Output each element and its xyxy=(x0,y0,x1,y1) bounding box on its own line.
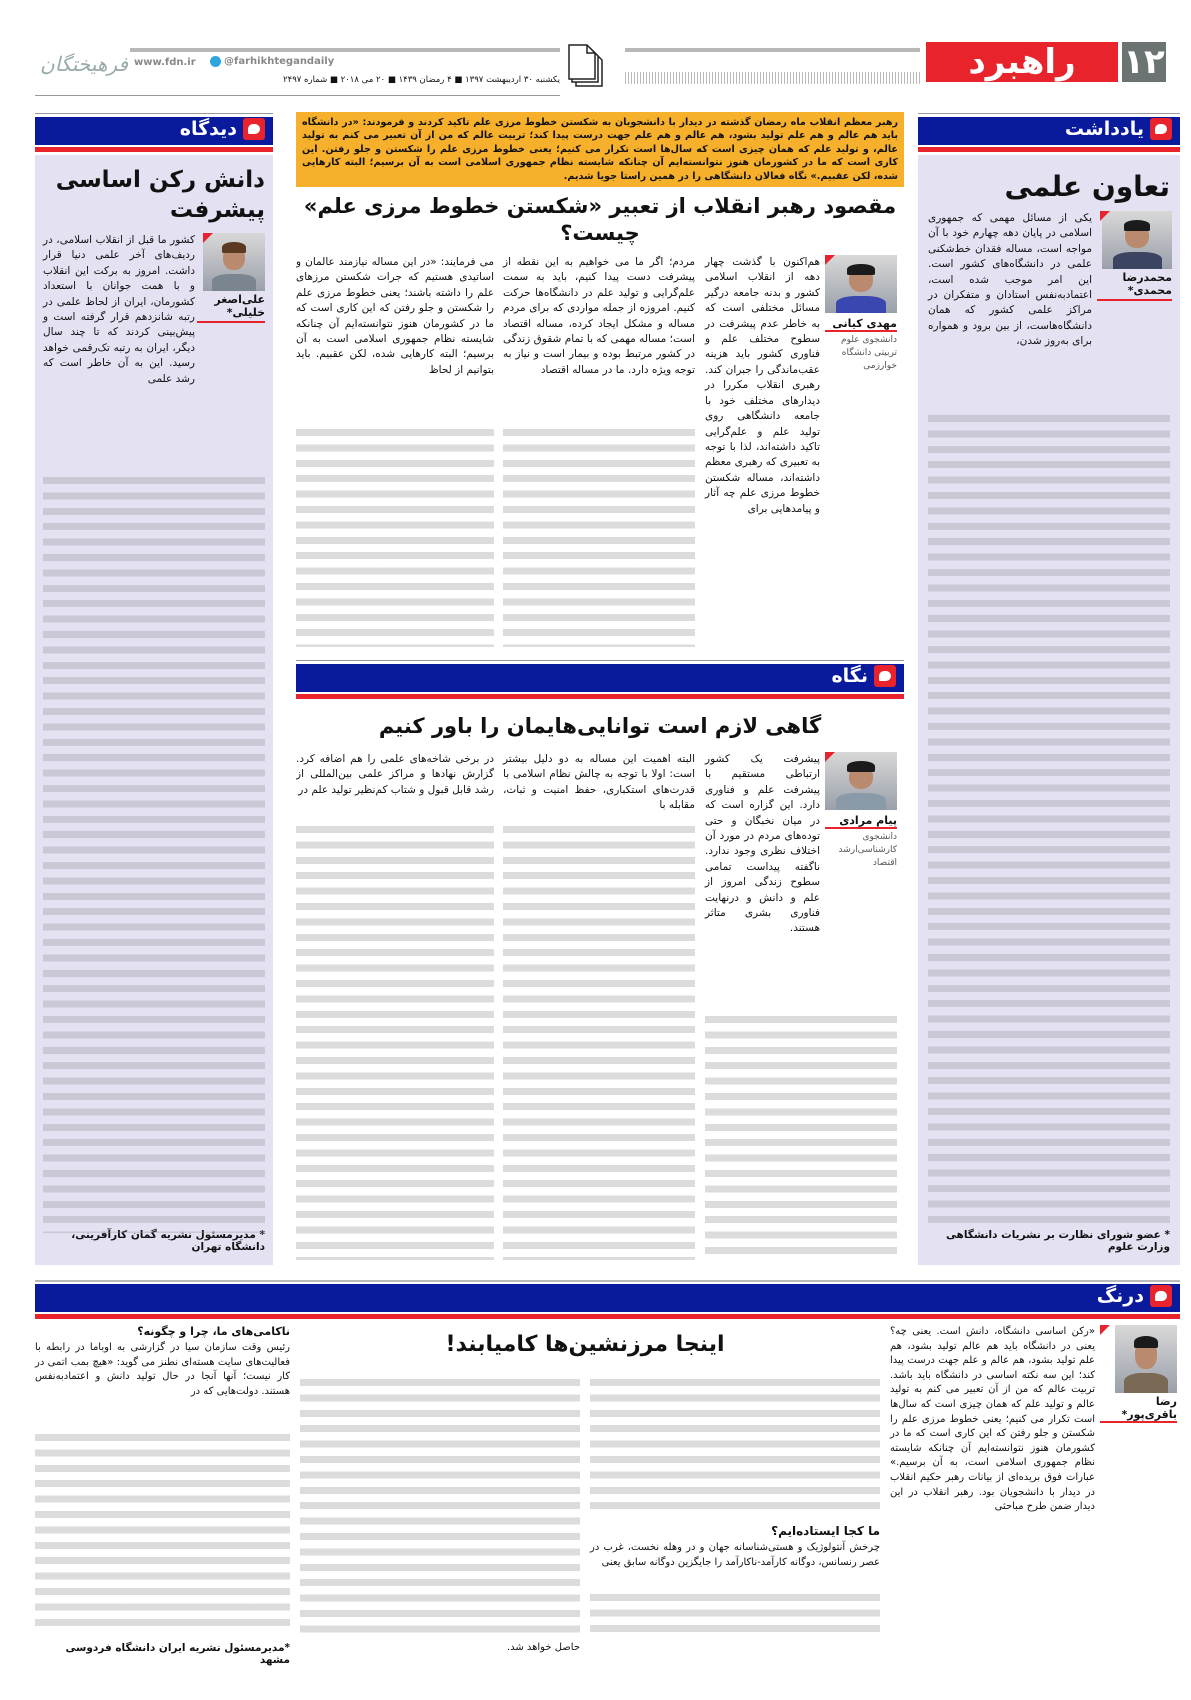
author-photo xyxy=(1115,1325,1177,1393)
chat-bubble-icon xyxy=(243,118,265,140)
date-line: یکشنبه ۳۰ اردیبهشت ۱۳۹۷ ■ ۴ رمضان ۱۴۳۹ ■ ۲۰ می ۲۰۱۸ ■ شماره ۲۴۹۷ xyxy=(283,75,560,85)
author-affiliation: دانشجوی کارشناسی‌ارشد اقتصاد xyxy=(838,832,897,868)
didgah-body: کشور ما قبل از انقلاب اسلامی، در ردیف‌های آخر علمی دنیا قرار داشت. امروز به برکت این انقلاب و با همت جوانان با استعداد کشورمان، ایران از لحاظ علمی در رتبه شانزدهم قرار گرفته است و پیش‌بینی کردند که تا چند سال دیگر، ایران به رتبه تک‌رقمی خواهد رسید. این به آن خاطر است که رشد علمی xyxy=(43,234,195,385)
newspaper-logo: فرهیختگان xyxy=(40,52,128,76)
article-column: البته اهمیت این مساله به دو دلیل بیشتر است: اولا با توجه به چالش نظام اسلامی با قدرت‌های استکباری، حفظ امنیت و ثبات، مقابله با xyxy=(503,753,695,812)
page-number: ۱۲ xyxy=(1123,42,1165,82)
main-headline: مقصود رهبر انقلاب از تعبیر «شکستن خطوط مرزی علم» چیست؟ xyxy=(303,194,897,246)
author-name: علی‌اصغر خلیلی* xyxy=(197,293,265,323)
darang-column: رئیس وقت سازمان سیا در گزارشی به اوباما در رابطه با فعالیت‌های سایت هسته‌ای نطنز می گوید: «هیچ بمب اتمی در کار نیست؛ آنها آنجا در حال تولید دانش و اعتمادبه‌نفس هستند. دولت‌هایی که در xyxy=(35,1342,290,1397)
author-photo xyxy=(825,255,897,313)
document-icon xyxy=(568,44,604,88)
author-name: مهدی کیانی xyxy=(825,317,897,332)
main-article xyxy=(296,112,904,647)
header-rule xyxy=(625,48,920,52)
chat-bubble-icon xyxy=(1150,118,1172,140)
darang-column: چرخش آنتولوژیک و هستی‌شناسانه جهان و در وهله نخست، غرب در عصر رنسانس، دوگانه کارآمد-ناکارآمد را جایگزین دوگانه سابق یعنی xyxy=(590,1542,880,1568)
author-name: رضا باقری‌پور* xyxy=(1100,1395,1177,1423)
author-affiliation: دانشجوی علوم تربیتی دانشگاه خوارزمی xyxy=(841,335,897,372)
author-name: پیام مرادی xyxy=(825,814,897,829)
darang-body: «رکن اساسی دانشگاه، دانش است. یعنی چه؟ یعنی در دانشگاه باید هم عالم تولید بشود، هم علم تولید بشود، هم عالم و علم جهت درست پیدا کند؛ این سه نکته اساسی در دانشگاه باید باشد. تربیت عالم که من از آن تعبیر می کنم به تولید عالم و تولید علم که همان چیزی است که سال‌ها است تکرار می کنیم؛ یعنی خطوط مرزی علم را شکستن و جلو رفتن که این کاری است که ما در کشورمان هنوز نتوانسته‌ایم آن چنانکه شایسته نظام جمهوری اسلامی است، به آن برسیم.» عبارات فوق بریده‌ای از بیانات رهبر حکیم انقلاب در دیدار با دانشجویان بود. رهبر انقلاب در این دیدار ضمن طرح مباحثی xyxy=(890,1326,1095,1513)
article-column: هم‌اکنون با گذشت چهار دهه از انقلاب اسلامی کشور و بدنه جامعه درگیر مسائل مختلفی است که به خاطر عدم پیشرفت در سطوح مختلف علم و فناوری کشور باید هزینه عقب‌ماندگی را جبران کند. رهبری انقلاب مکررا در دیدارهای مختلف خود با جامعه دانشگاهی روی تولید علم و علم‌گرایی تاکید داشته‌اند، لذا با توجه به تعبیری که رهبری معظم داشته‌اند، مساله شکستن خطوط مرزی علم چه آثار و پیامدهایی برای xyxy=(705,256,820,515)
subhead: ناکامی‌های ما، چرا و چگونه؟ xyxy=(137,1325,290,1338)
header-hatch xyxy=(625,72,920,84)
yaddasht-body: یکی از مسائل مهمی که جمهوری اسلامی در پایان دهه چهارم خود با آن مواجه است، مساله فقدان خط‌شکنی علمی در دانشگاه‌های کشور است. این امر موجب شده است، اعتمادبه‌نفس استادان و متفکران در مراکز علمی کشور که همان دانشگاه‌هاست، از بین برود و همواره برای به‌روز شدن، xyxy=(928,212,1092,348)
yaddasht-panel xyxy=(918,155,1180,1265)
yaddasht-title: تعاون علمی xyxy=(1004,170,1170,203)
didgah-panel xyxy=(35,155,273,1265)
darang-headline: اینجا مرزنشین‌ها کامیابند! xyxy=(445,1332,725,1357)
article-column: می فرمایند: «در این مساله نیازمند عالمان و اساتیدی هستیم که جرات شکستن مرزهای علم را داشته باشند؛ یعنی خطوط مرزی علم را شکستن و جلو رفتن که این کاری است که ما در کشورمان هنوز نتوانسته‌ایم آن چنانکه شایسته نظام جمهوری اسلامی است به آن برسیم؛ البته کارهایی شده، لکن عقبیم. باید بتوانیم از لحاظ xyxy=(296,256,494,376)
section-title: راهبرد xyxy=(926,42,1118,82)
telegram-icon xyxy=(210,56,221,67)
header-rule-left xyxy=(130,48,560,52)
darang-footnote: *مدیرمسئول نشریه ایران دانشگاه فردوسی مشهد xyxy=(65,1642,290,1666)
telegram-handle[interactable]: @farhikhtegandaily xyxy=(210,56,334,67)
yaddasht-section-bar: یادداشت xyxy=(918,117,1180,145)
negah-article xyxy=(296,664,904,1260)
article-column: مردم؛ اگر ما می خواهیم به این نقطه از پیشرفت دست پیدا کنیم، باید به سمت علم‌گرایی و تولید علم در دانشگاه‌ها حرکت کنیم. امروزه از جمله مواردی که برای مردم مساله و مشکل ایجاد کرده، مساله اقتصاد است؛ مساله مهمی که با تمام شقوق زندگی در کشور مرتبط بوده و بیمار است و نیاز به توجه ویژه دارد. ما در مساله اقتصاد xyxy=(503,256,695,376)
darang-section-bar: درنگ xyxy=(35,1284,1180,1312)
author-photo xyxy=(1102,211,1172,269)
negah-headline: گاهی لازم است توانایی‌هایمان را باور کنیم xyxy=(378,714,822,738)
darang-end: حاصل خواهد شد. xyxy=(506,1642,580,1653)
article-column: در برخی شاخه‌های علمی را هم اضافه کرد. گزارش نهادها و مراکز علمی بین‌المللی از رشد قابل قبول و شتاب کم‌نظیر تولید علم در xyxy=(296,753,494,796)
yaddasht-footnote: * عضو شورای نظارت بر نشریات دانشگاهی وزارت علوم xyxy=(945,1229,1170,1253)
lead-box: رهبر معظم انقلاب ماه رمضان گذشته در دیدار با دانشجویان به شکستن خطوط مرزی علم تاکید کردند و فرمودند: «در دانشگاه باید هم عالم و هم علم تولید بشود، هم عالم و هم علم جهت درست پیدا کند؛ تربیت عالم که من از آن تعبیر می کنم به تولید عالم، و تولید علم که همان چیزی است که سال‌ها است تکرار می کنیم؛ یعنی خطوط مرزی علم را شکستن و جلو رفتن. این کاری است که ما در کشورمان هنوز نتوانسته‌ایم آن چنانکه شایسته نظام جمهوری اسلامی است به آن برسیم؛ البته کارهایی شده، لکن عقبیم.» نگاه فعالان دانشگاهی را در همین راستا جویا شدیم. xyxy=(296,112,904,187)
author-photo xyxy=(825,752,897,810)
negah-section-bar: نگاه xyxy=(296,664,904,692)
header-bottom-rule xyxy=(35,95,560,96)
subhead: ما کجا ایستاده‌ایم؟ xyxy=(771,1524,880,1538)
article-column: پیشرفت یک کشور ارتباطی مستقیم با پیشرفت علم و فناوری دارد. این گزاره است که در میان نخبگان و حتی توده‌های مردم در مورد آن اختلاف نظری وجود ندارد. ناگفته پیداست تمامی سطوح زندگی امروز از علم و دانش و درنهایت فناوری بشری متاثر هستند. xyxy=(705,753,820,935)
didgah-section-bar: دیدگاه xyxy=(35,117,273,145)
didgah-footnote: * مدیرمسئول نشریه گمان کارآفرینی، دانشگاه تهران xyxy=(71,1229,265,1253)
chat-bubble-icon xyxy=(874,665,896,687)
didgah-title: دانش رکن اساسی پیشرفت xyxy=(55,167,265,223)
author-name: محمدرضا محمدی* xyxy=(1097,271,1172,301)
chat-bubble-icon xyxy=(1150,1285,1172,1307)
website[interactable]: www.fdn.ir xyxy=(134,57,196,68)
